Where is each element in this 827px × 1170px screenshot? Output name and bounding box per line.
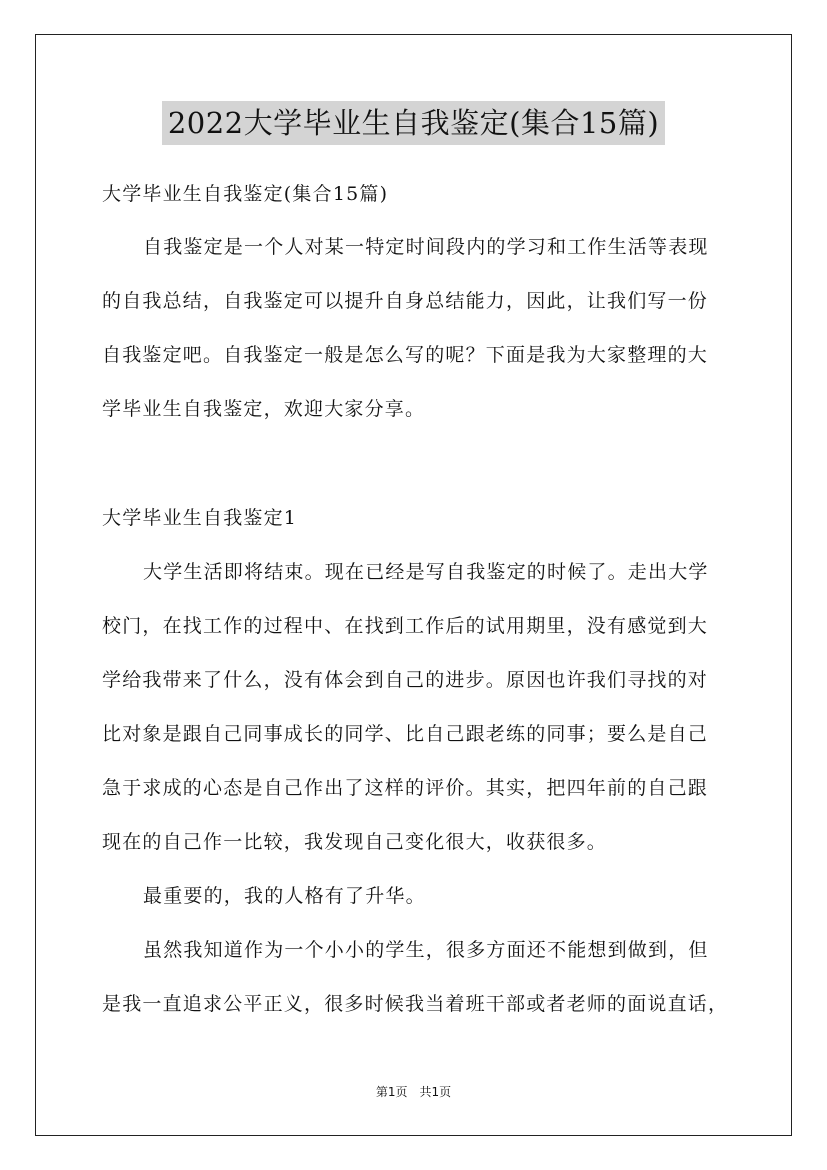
page-number: 第1页 共1页 [375,1085,452,1099]
intro-line: 学毕业生自我鉴定，欢迎大家分享。 [102,398,426,420]
subtitle: 大学毕业生自我鉴定(集合15篇) [102,183,389,205]
intro-line: 自我鉴定是一个人对某一特定时间段内的学习和工作生活等表现 [143,236,709,258]
paragraph-line: 虽然我知道作为一个小小的学生，很多方面还不能想到做到，但 [143,939,709,961]
paragraph-line: 大学生活即将结束。现在已经是写自我鉴定的时候了。走出大学 [143,561,709,583]
intro-line: 的自我总结，自我鉴定可以提升自身总结能力，因此，让我们写一份 [102,290,709,312]
paragraph-line: 比对象是跟自己同事成长的同学、比自己跟老练的同事；要么是自己 [102,723,709,745]
intro-line: 自我鉴定吧。自我鉴定一般是怎么写的呢？下面是我为大家整理的大 [102,344,709,366]
paragraph-line: 学给我带来了什么，没有体会到自己的进步。原因也许我们寻找的对 [102,669,709,691]
paragraph-line: 是我一直追求公平正义，很多时候我当着班干部或者老师的面说直话， [102,993,729,1015]
paragraph-line: 急于求成的心态是自己作出了这样的评价。其实，把四年前的自己跟 [102,777,709,799]
paragraph-line: 现在的自己作一比较，我发现自己变化很大，收获很多。 [102,831,608,853]
paragraph-line: 校门，在找工作的过程中、在找到工作后的试用期里，没有感觉到大 [102,615,709,637]
paragraph-line: 最重要的，我的人格有了升华。 [143,885,426,907]
document-title: 2022大学毕业生自我鉴定(集合15篇) [162,101,665,145]
section-heading: 大学毕业生自我鉴定1 [102,507,298,529]
